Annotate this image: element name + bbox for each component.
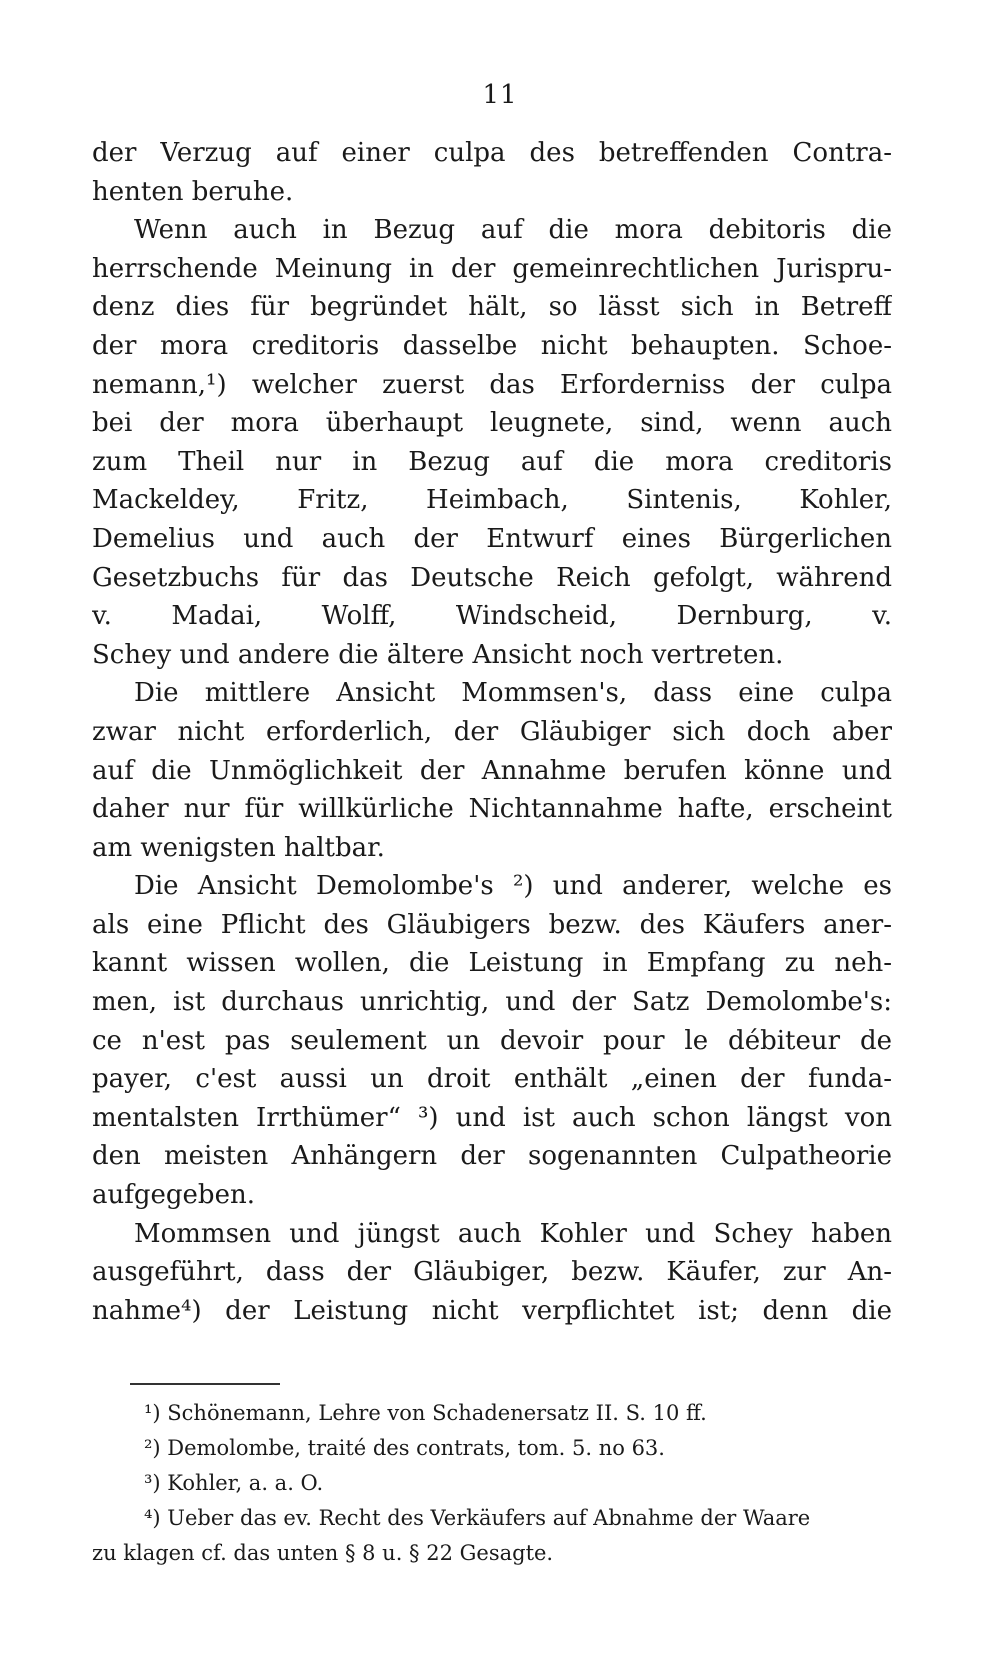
paragraph	[92, 211, 892, 674]
paragraph	[92, 867, 892, 1214]
text-line: v. Madai, Wolff, Windscheid, Dernburg, v.	[92, 601, 892, 632]
footnote: ²) Demolombe, traité des contrats, tom. 5. no 63.	[144, 1436, 665, 1460]
body-text	[92, 134, 892, 1330]
text-line: Mackeldey, Fritz, Heimbach, Sintenis, Kohler,	[92, 485, 892, 516]
footnote: ³) Kohler, a. a. O.	[144, 1471, 324, 1495]
footnote-divider	[130, 1383, 280, 1385]
text-line: henten beruhe.	[92, 176, 294, 207]
text-line: denz dies für begründet hält, so lässt sich in Betreff	[92, 292, 892, 323]
text-line: am wenigsten haltbar.	[92, 832, 385, 863]
text-line: kannt wissen wollen, die Leistung in Empfang zu neh-	[92, 948, 892, 979]
footnote: ¹) Schönemann, Lehre von Schadenersatz II. S. 10 ff.	[144, 1401, 707, 1425]
text-line: Die mittlere Ansicht Mommsen's, dass eine culpa	[134, 678, 892, 709]
text-line: als eine Pflicht des Gläubigers bezw. des Käufers aner-	[92, 909, 892, 940]
text-line: auf die Unmöglichkeit der Annahme berufen könne und	[92, 755, 892, 786]
paragraph	[92, 134, 892, 211]
text-line: Gesetzbuchs für das Deutsche Reich gefolgt, während	[92, 562, 892, 593]
text-line: der mora creditoris dasselbe nicht behaupten. Schoe-	[92, 330, 892, 361]
text-line: aufgegeben.	[92, 1180, 255, 1211]
text-line: daher nur für willkürliche Nichtannahme hafte, erscheint	[92, 794, 892, 825]
paragraph	[92, 1215, 892, 1331]
text-line: zum Theil nur in Bezug auf die mora creditoris	[92, 446, 892, 477]
text-line: nahme⁴) der Leistung nicht verpflichtet ist; denn die	[92, 1295, 892, 1326]
text-line: payer, c'est aussi un droit enthält „einen der funda-	[92, 1064, 892, 1095]
text-line: ce n'est pas seulement un devoir pour le débiteur de	[92, 1025, 892, 1056]
text-line: Mommsen und jüngst auch Kohler und Schey haben	[134, 1218, 892, 1249]
text-line: ausgeführt, dass der Gläubiger, bezw. Käufer, zur An-	[92, 1257, 892, 1288]
text-line: Wenn auch in Bezug auf die mora debitoris die	[134, 215, 892, 246]
text-line: Demelius und auch der Entwurf eines Bürgerlichen	[92, 523, 892, 554]
paragraph	[92, 674, 892, 867]
text-line: Schey und andere die ältere Ansicht noch vertreten.	[92, 639, 784, 670]
text-line: nemann,¹) welcher zuerst das Erforderniss der culpa	[92, 369, 892, 400]
page-number: 11	[482, 80, 518, 110]
text-line: den meisten Anhängern der sogenannten Culpatheorie	[92, 1141, 892, 1172]
text-line: herrschende Meinung in der gemeinrechtlichen Jurispru-	[92, 253, 892, 284]
footnotes	[92, 1396, 892, 1571]
text-line: men, ist durchaus unrichtig, und der Satz Demolombe's:	[92, 987, 892, 1018]
text-line: der Verzug auf einer culpa des betreffenden Contra-	[92, 138, 892, 168]
text-line: Die Ansicht Demolombe's ²) und anderer, welche es	[134, 871, 892, 902]
text-line: bei der mora überhaupt leugnete, sind, wenn auch	[92, 408, 892, 439]
footnote: ⁴) Ueber das ev. Recht des Verkäufers auf Abnahme der Waare	[144, 1506, 811, 1530]
footnote: zu klagen cf. das unten § 8 u. § 22 Gesagte.	[92, 1541, 554, 1565]
text-line: zwar nicht erforderlich, der Gläubiger sich doch aber	[92, 716, 892, 747]
text-line: mentalsten Irrthümer“ ³) und ist auch schon längst von	[92, 1102, 892, 1133]
